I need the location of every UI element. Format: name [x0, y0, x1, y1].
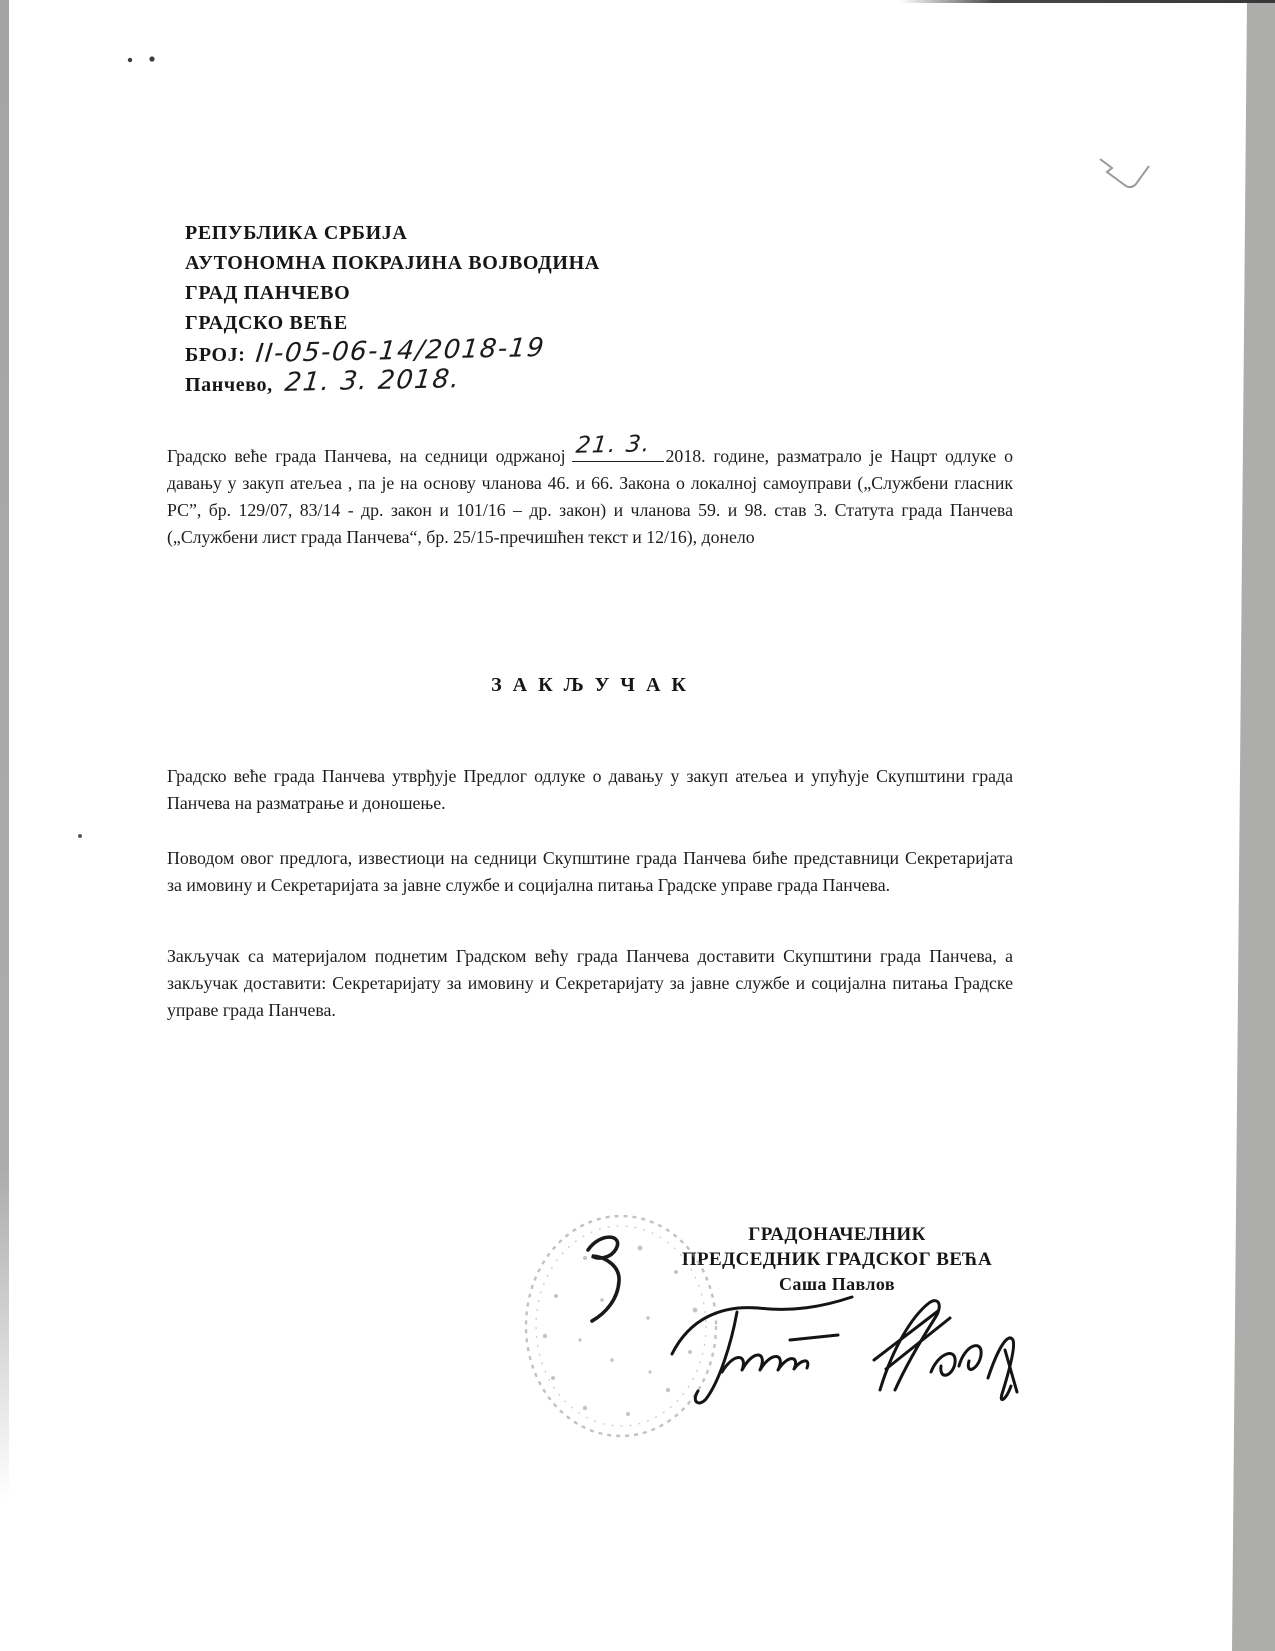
conclusion-paragraph-1: Градско веће града Панчева утврђује Предлог одлуке о давању у закуп атељеа и упућује Скупштини града Панчева на разматрање и доношење. [167, 766, 1013, 813]
scan-specks [78, 56, 155, 838]
scan-edge-top [900, 0, 1275, 3]
intro-paragraph [167, 431, 1013, 551]
signature-block [663, 1222, 1011, 1297]
document-number-row [185, 332, 600, 370]
letterhead-city: ГРАД ПАНЧЕВО [185, 282, 351, 304]
session-date-blank [572, 431, 664, 462]
intro-text-before-date: Градско веће града Панчева, на седници одржаној [167, 446, 566, 466]
signatory-role-president: ПРЕДСЕДНИК ГРАДСКОГ ВЕЋА [681, 1249, 993, 1270]
letterhead-council: ГРАДСКО ВЕЋЕ [185, 312, 348, 334]
scan-edge-right [1230, 0, 1275, 1651]
letterhead-province: АУТОНОМНА ПОКРАЈИНА ВОЈВОДИНА [185, 252, 600, 274]
signatory-role-mayor: ГРАДОНАЧЕЛНИК [748, 1224, 926, 1245]
handwritten-document-number: II-05-06-14/2018-19 [253, 332, 547, 370]
conclusion-paragraph-3: Закључак са материјалом поднетим Градском већу града Панчева доставити Скупштини града Панчева, а закључак доставити: Секретаријату за имовину и Секретаријату за јавне службе и социјална питања Градске управе града Панчева. [167, 946, 1013, 1020]
signature-scrawl [672, 1297, 1017, 1403]
letterhead [185, 218, 600, 398]
scan-edge-left [0, 0, 9, 1500]
intro-text-after-date: 2018. године, разматрало је Нацрт одлуке о давању у закуп атељеа , па је на основу чланова 46. и 66. Закона о локалној самоуправи („Службени гласник РС”, бр. 129/07, 83/14 - др. закон и 101/16 – др. закон) и чланова 59. и 98. став 3. Статута града Панчева („Службени лист града Панчева“, бр. 25/15-пречишћен текст и 12/16), донело [167, 446, 1013, 547]
conclusion-paragraph-2: Поводом овог предлога, известиоци на седници Скупштине града Панчева биће представници Секретаријата за имовину и Секретаријата за јавне службе и социјална питања Градске управе града Панчева. [167, 848, 1013, 895]
letterhead-country: РЕПУБЛИКА СРБИЈА [185, 222, 408, 244]
handwritten-date: 21. 3. 2018. [282, 364, 462, 398]
document-title: З А К Љ У Ч А К [491, 674, 689, 696]
number-label: БРОЈ: [185, 344, 246, 366]
handwritten-session-date: 21. 3. [574, 431, 652, 459]
signatory-name: Саша Павлов [779, 1274, 895, 1294]
pen-initial-mark [588, 1237, 619, 1321]
pen-checkmark [1100, 159, 1149, 187]
place-date-row [185, 364, 600, 398]
place-label: Панчево, [185, 374, 273, 396]
document-body [167, 431, 1013, 1223]
